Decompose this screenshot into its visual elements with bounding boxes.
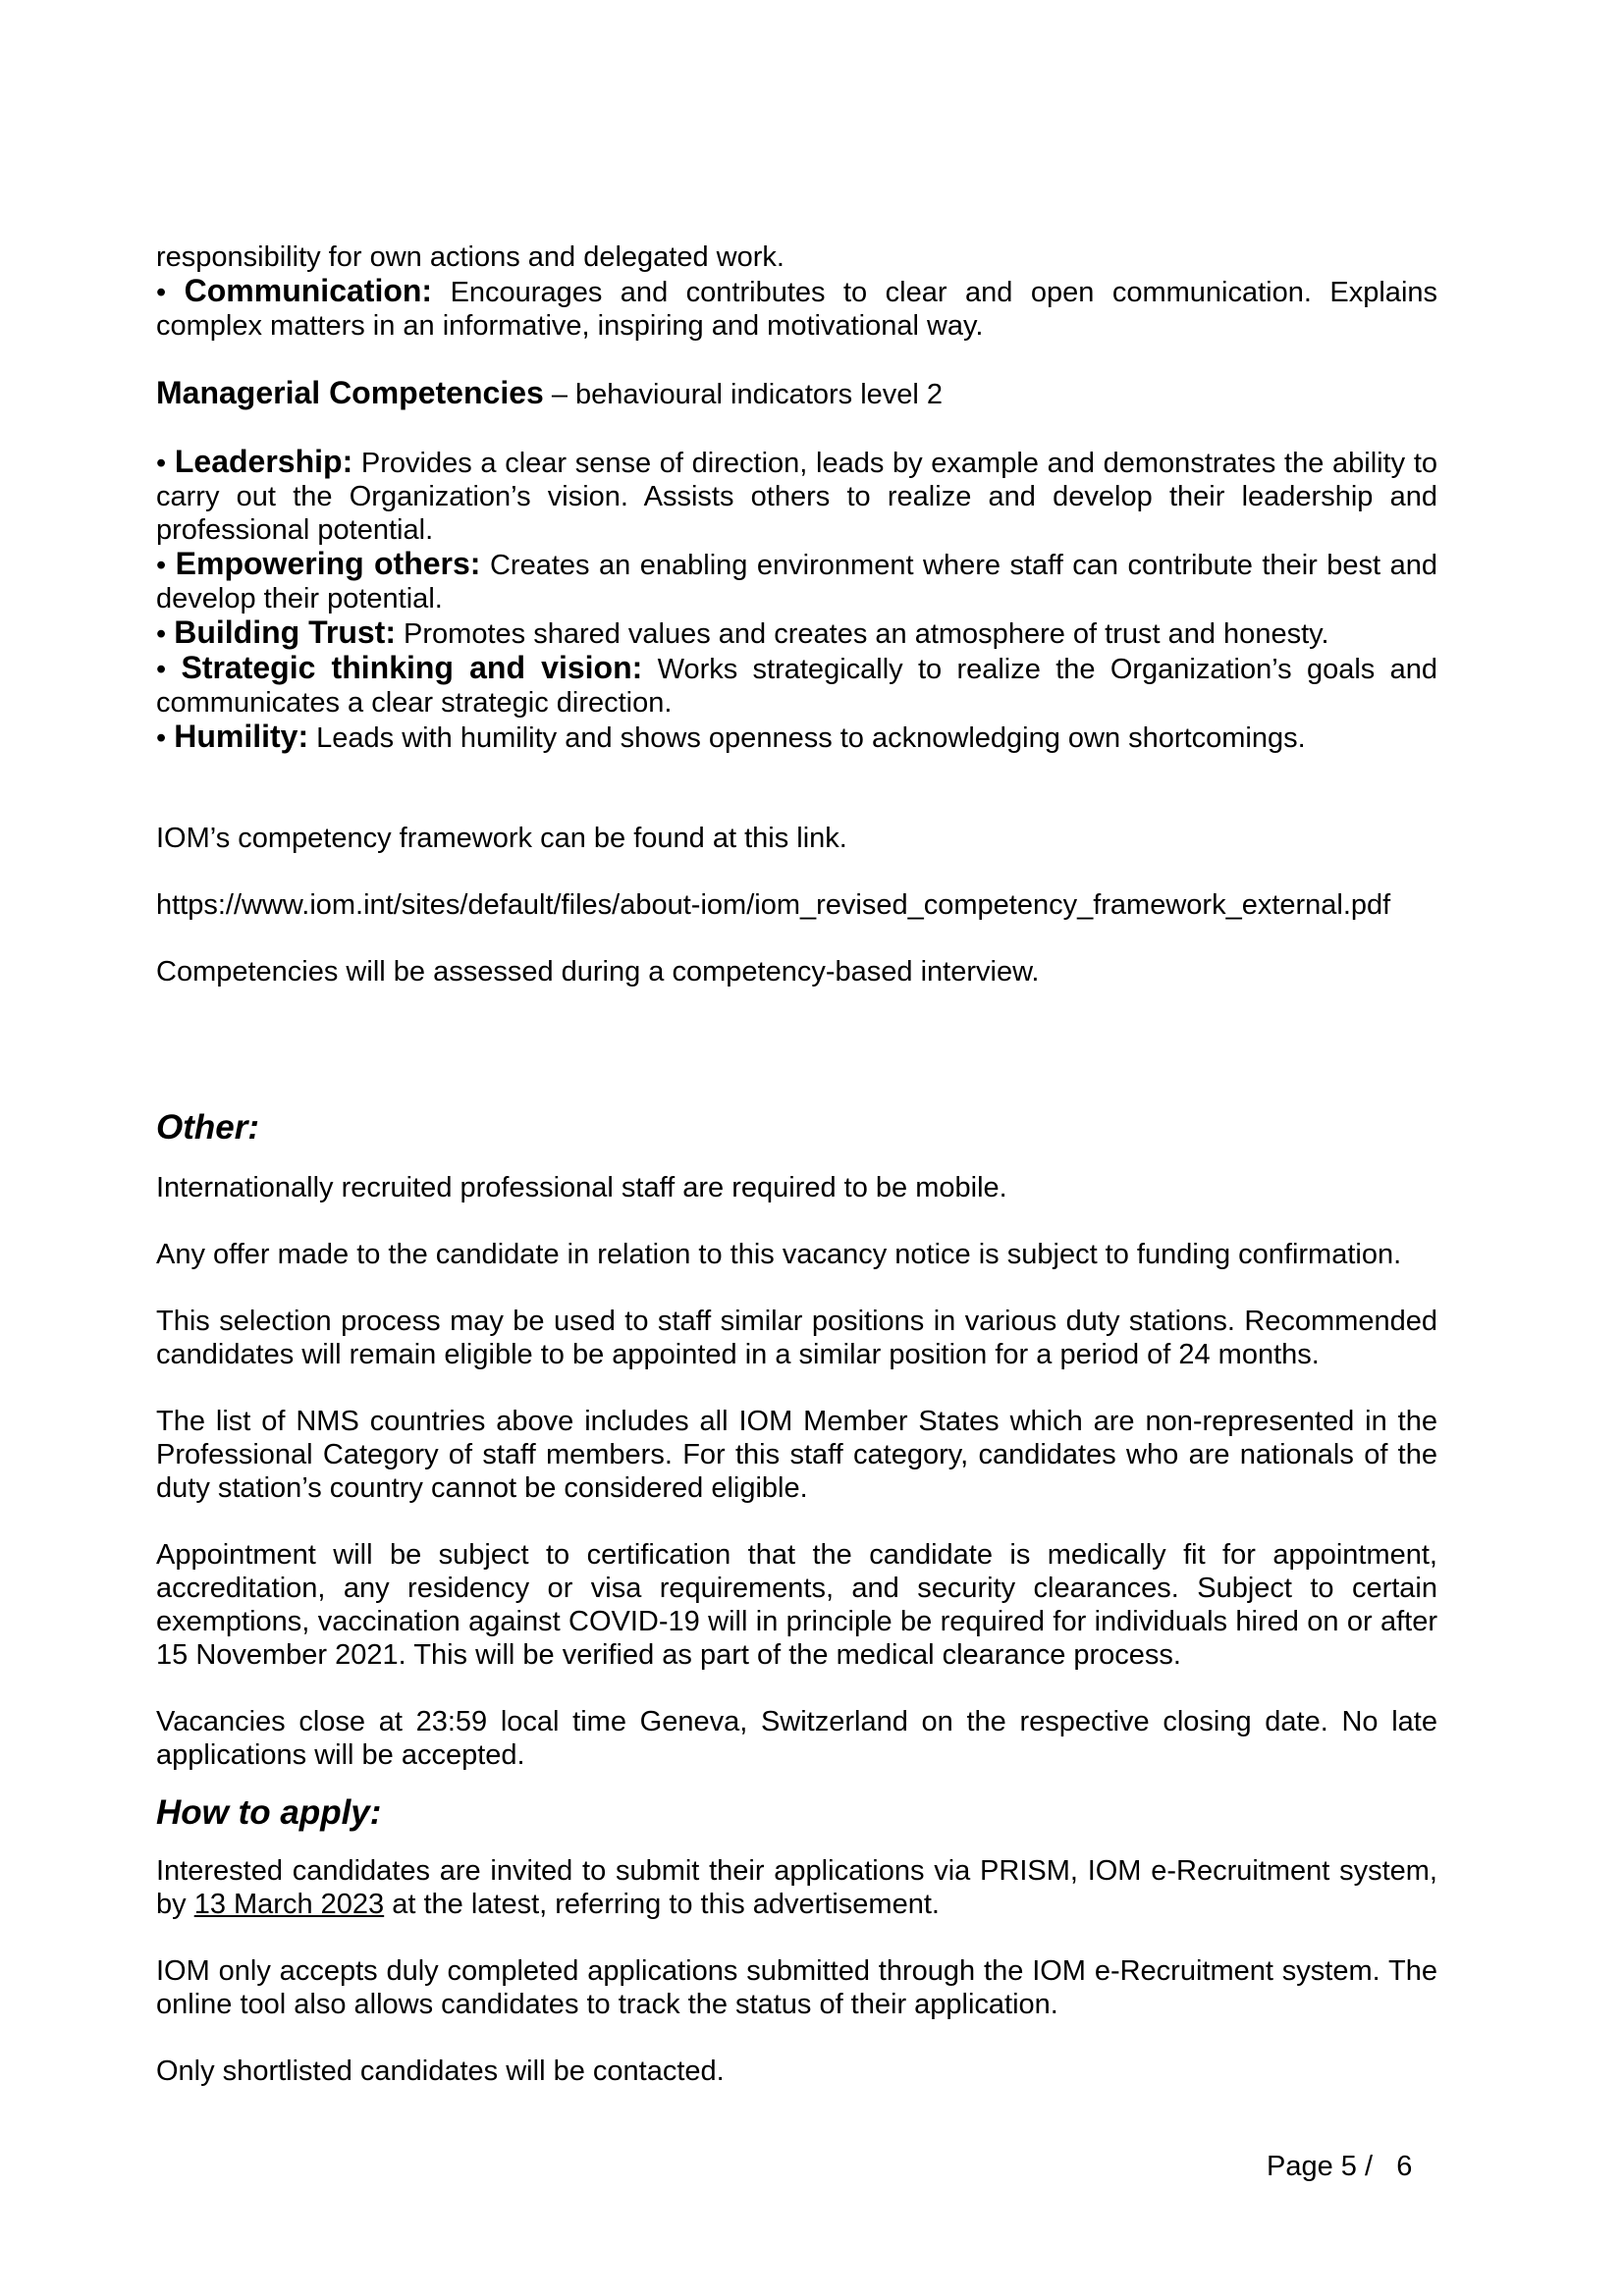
bullet-title: Building Trust: — [174, 614, 396, 650]
spacer — [156, 988, 1437, 1106]
bullet-text: Promotes shared values and creates an atmosphere of trust and honesty. — [404, 618, 1329, 650]
other-paragraph: The list of NMS countries above includes all IOM Member States which are non-represented in the Professional Category of staff members. For this staff category, candidates who are nationals of the duty station’s country cannot be considered eligible. — [156, 1406, 1437, 1504]
apply-text-after: at the latest, referring to this advertisement. — [392, 1889, 940, 1920]
spacer — [156, 855, 1437, 888]
spacer — [156, 922, 1437, 955]
bullet-text: Provides a clear sense of direction, leads by example and demonstrates the ability to carry out the Organization’s vision. Assists others to realize and develop their leadership and professional potential. — [156, 448, 1438, 546]
bullet-title: Communication: — [184, 273, 433, 308]
spacer — [156, 755, 1437, 822]
bullet-title: Humility: — [174, 719, 309, 754]
humility-bullet — [156, 720, 1437, 755]
how-to-apply-heading: How to apply: — [156, 1793, 382, 1832]
bullet-text: Encourages and contributes to clear and open communication. Explains complex matters in an informative, inspiring and motivational way. — [156, 277, 1438, 342]
other-paragraph: Appointment will be subject to certification that the candidate is medically fit for appointment, accreditation, any residency or visa requirements, and security clearances. Subject to certain exemptions, vaccination against COVID-19 will in principle be required for individuals hired on or after 15 November 2021. This will be verified as part of the medical clearance process. — [156, 1539, 1437, 1671]
bullet-text: Leads with humility and shows openness to acknowledging own shortcomings. — [316, 722, 1306, 754]
bullet-mark: • — [156, 550, 167, 581]
how-to-apply-paragraph: IOM only accepts duly completed applications submitted through the IOM e-Recruitment system. The online tool also allows candidates to track the status of their application. — [156, 1955, 1437, 2020]
bullet-mark: • — [156, 277, 167, 308]
framework-intro: IOM’s competency framework can be found at this link. — [156, 823, 847, 854]
page-number: Page 5 / 6 — [1267, 2151, 1413, 2182]
other-heading: Other: — [156, 1108, 259, 1147]
spacer — [156, 2021, 1437, 2055]
managerial-heading: Managerial Competencies — [156, 375, 544, 410]
spacer — [156, 1835, 1437, 1854]
intro-continuation: responsibility for own actions and delegated work. — [156, 241, 784, 273]
spacer — [156, 343, 1437, 376]
other-paragraph: This selection process may be used to staff similar positions in various duty stations. Recommended candidates will remain eligible to be appointed in a similar position for a period of 24 months. — [156, 1306, 1437, 1370]
framework-assessment: Competencies will be assessed during a competency-based interview. — [156, 956, 1040, 988]
bullet-title: Strategic thinking and vision: — [181, 650, 643, 685]
how-to-apply-paragraph — [156, 1854, 1437, 1921]
leadership-bullet — [156, 445, 1437, 547]
building-trust-bullet — [156, 615, 1437, 651]
other-paragraph: Any offer made to the candidate in relation to this vacancy notice is subject to funding confirmation. — [156, 1239, 1402, 1270]
empowering-bullet — [156, 547, 1437, 615]
bullet-mark: • — [156, 722, 167, 754]
spacer — [156, 1149, 1437, 1171]
bullet-text: Creates an enabling environment where staff can contribute their best and develop their potential. — [156, 550, 1437, 614]
framework-url[interactable]: https://www.iom.int/sites/default/files/about-iom/iom_revised_competency_framework_external.pdf — [156, 889, 1391, 921]
bullet-mark: • — [156, 618, 167, 650]
bullet-title: Empowering others: — [175, 546, 481, 581]
managerial-heading-line — [156, 376, 1437, 411]
apply-text-before: Interested candidates are invited to submit their applications via PRISM, IOM e-Recruitment system, by — [156, 1855, 1437, 1920]
bullet-mark: • — [156, 448, 167, 479]
spacer — [156, 1672, 1437, 1705]
spacer — [156, 1204, 1437, 1238]
bullet-text: Works strategically to realize the Organization’s goals and communicates a clear strategic direction. — [156, 654, 1437, 719]
closing-date-link[interactable]: 13 March 2023 — [193, 1889, 385, 1920]
other-paragraph: Vacancies close at 23:59 local time Geneva, Switzerland on the respective closing date. No late applications will be accepted. — [156, 1706, 1437, 1771]
how-to-apply-paragraph: Only shortlisted candidates will be contacted. — [156, 2056, 725, 2087]
spacer — [156, 1772, 1437, 1791]
bullet-title: Leadership: — [174, 444, 353, 479]
spacer — [156, 1921, 1437, 1954]
strategic-thinking-bullet — [156, 651, 1437, 720]
managerial-subtitle: – behavioural indicators level 2 — [551, 379, 944, 410]
bullet-mark: • — [156, 654, 167, 685]
spacer — [156, 1505, 1437, 1538]
document-page — [156, 240, 1437, 2088]
communication-bullet — [156, 274, 1437, 343]
spacer — [156, 411, 1437, 445]
spacer — [156, 1371, 1437, 1405]
other-paragraph: Internationally recruited professional staff are required to be mobile. — [156, 1172, 1007, 1203]
spacer — [156, 1271, 1437, 1305]
